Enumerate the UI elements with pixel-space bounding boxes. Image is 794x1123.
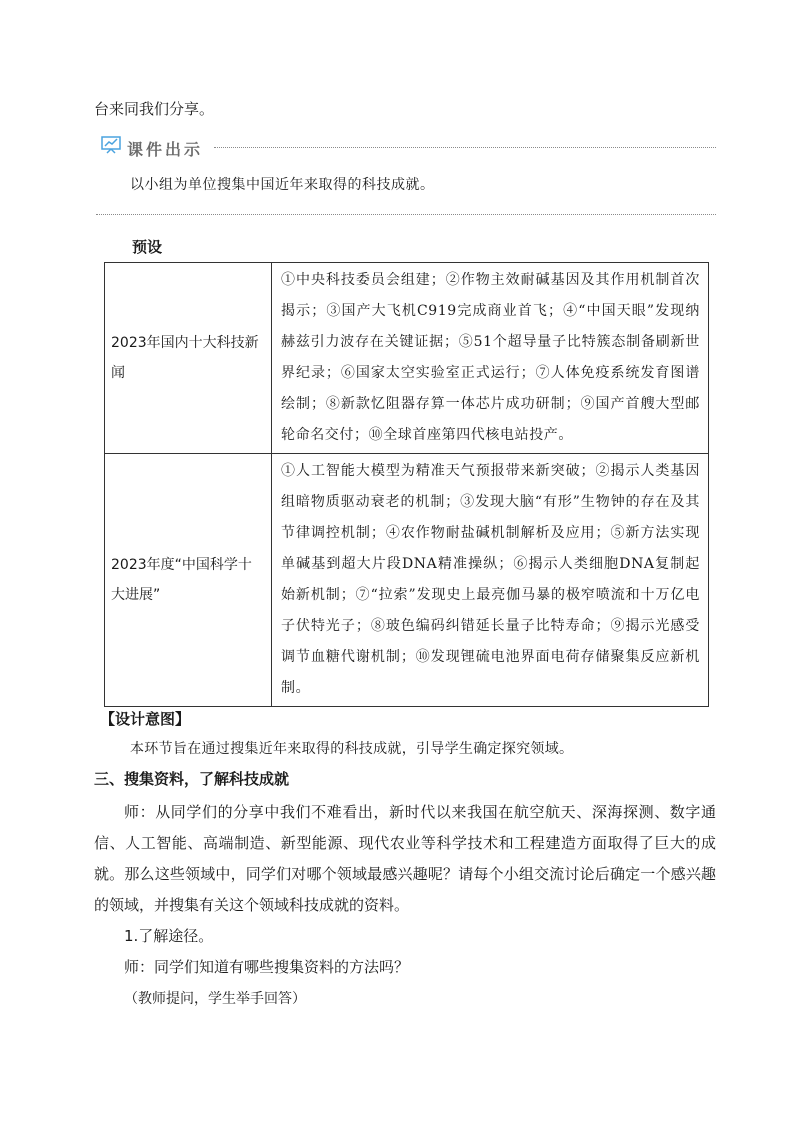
- preset-heading: 预设: [132, 238, 163, 256]
- teacher-question: 师：同学们知道有哪些搜集资料的方法吗？: [124, 958, 410, 976]
- table-row-label: 2023年度“中国科学十大进展”: [105, 454, 272, 707]
- table-row: [105, 454, 709, 707]
- activity-note: （教师提问，学生举手回答）: [124, 991, 306, 1007]
- section-divider-top: [214, 147, 716, 148]
- design-intent-text: 本环节旨在通过搜集近年来取得的科技成就，引导学生确定探究领域。: [130, 741, 574, 757]
- table-row-content: ①人工智能大模型为精准天气预报带来新突破；②揭示人类基因组暗物质驱动衰老的机制；③发现大脑“有形”生物钟的存在及其节律调控机制；④农作物耐盐碱机制解析及应用；⑤新方法实现单碱基到超大片段DNA精准操纵；⑥揭示人类细胞DNA复制起始新机制；⑦“拉索”发现史上最亮伽马暴的极窄喷流和十万亿电子伏特光子；⑧玻色编码纠错延长量子比特寿命；⑨揭示光感受调节血糖代谢机制；⑩发现锂硫电池界面电荷存储聚集反应新机制。: [272, 454, 709, 707]
- courseware-text: 以小组为单位搜集中国近年来取得的科技成就。: [130, 177, 435, 193]
- section-paragraph: 师：从同学们的分享中我们不难看出，新时代以来我国在航空航天、深海探测、数字通信、人工智能、高端制造、新型能源、现代农业等科学技术和工程建造方面取得了巨大的成就。那么这些领域中，同学们对哪个领域最感兴趣呢？请每个小组交流讨论后确定一个感兴趣的领域，并搜集有关这个领域科技成就的资料。: [94, 803, 716, 914]
- section-divider-bottom: [96, 214, 716, 215]
- table-row: [105, 263, 709, 454]
- step-heading: 1.了解途径。: [124, 927, 214, 945]
- presentation-chart-icon: [101, 136, 121, 154]
- intro-tail-text: 台来同我们分享。: [94, 100, 215, 118]
- section-heading: 三、搜集资料，了解科技成就: [94, 770, 290, 788]
- tech-news-table: [104, 262, 709, 707]
- table-row-content: ①中央科技委员会组建；②作物主效耐碱基因及其作用机制首次揭示；③国产大飞机C919完成商业首飞；④“中国天眼”发现纳赫兹引力波存在关键证据；⑤51个超导量子比特簇态制备刷新世界纪录；⑥国家太空实验室正式运行；⑦人体免疫系统发育图谱绘制；⑧新款忆阻器存算一体芯片成功研制；⑨国产首艘大型邮轮命名交付；⑩全球首座第四代核电站投产。: [272, 263, 709, 454]
- design-intent-heading: 【设计意图】: [100, 710, 191, 728]
- table-row-label: 2023年国内十大科技新闻: [105, 263, 272, 454]
- courseware-title: 课件出示: [127, 140, 204, 159]
